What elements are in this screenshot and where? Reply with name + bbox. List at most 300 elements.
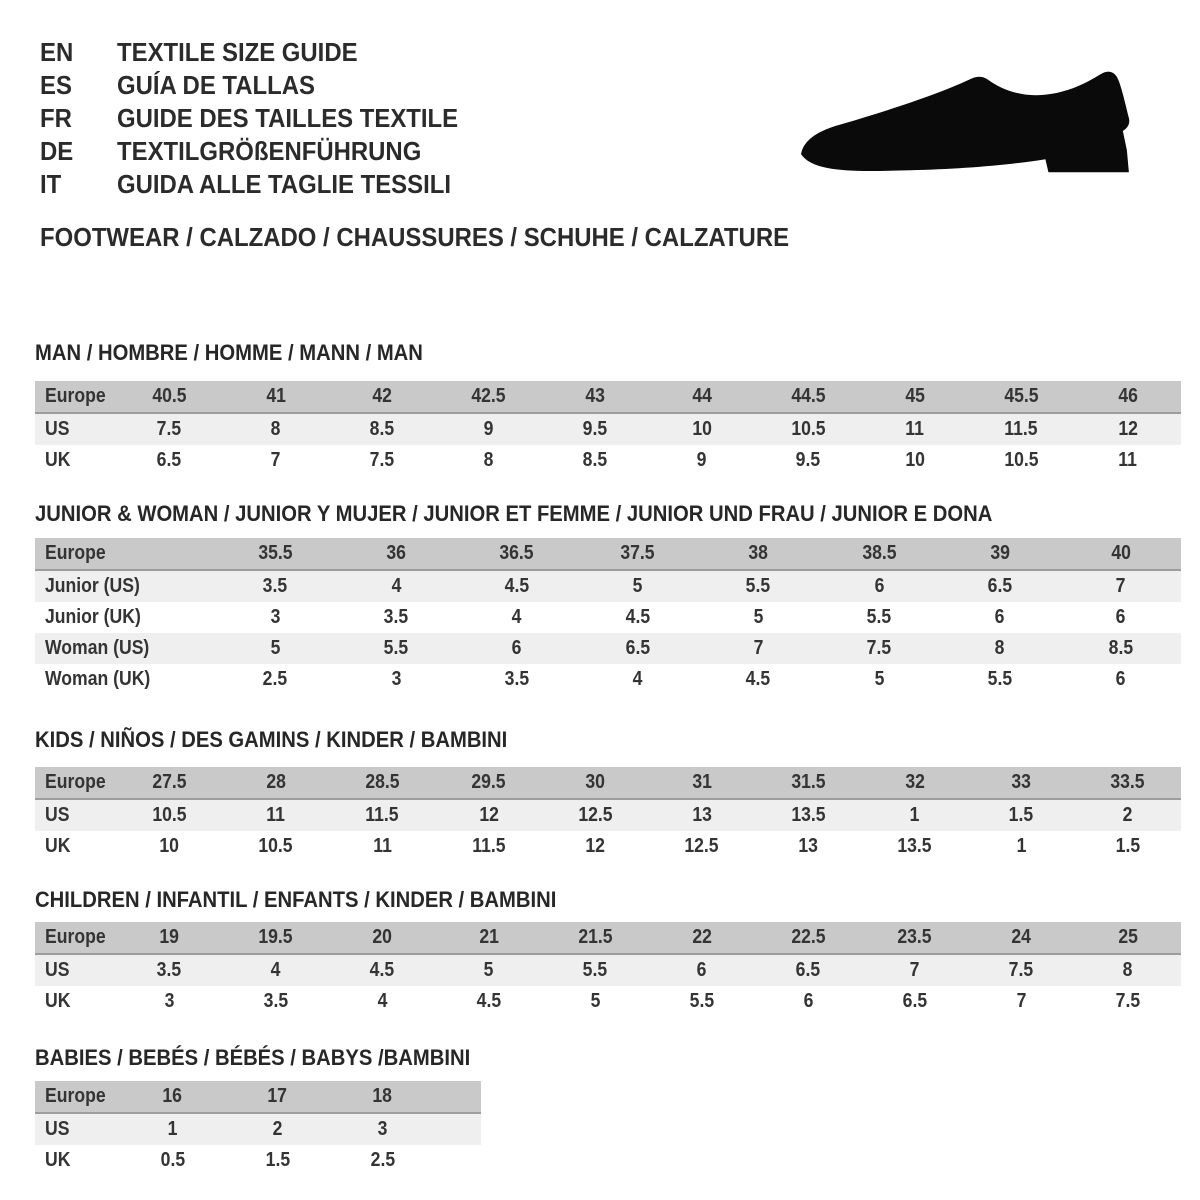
size-cell-text: 43: [585, 385, 606, 407]
size-cell: [968, 445, 1075, 476]
size-cell: [577, 570, 698, 602]
row-label: [35, 381, 116, 413]
kids-table: [35, 767, 1181, 862]
size-cell-text: 3: [377, 1118, 388, 1140]
size-cell: [116, 445, 223, 476]
size-cell: [968, 922, 1075, 954]
row-label-text: Junior (US): [45, 575, 140, 597]
lang-code-text: DE: [40, 136, 74, 166]
size-cell: [329, 986, 436, 1017]
size-cell-text: 42: [372, 385, 393, 407]
size-cell-text: 7: [753, 637, 764, 659]
size-cell: [649, 381, 756, 413]
lang-line-fr: [40, 104, 488, 132]
size-cell: [436, 381, 543, 413]
size-cell-text: 5: [874, 668, 885, 690]
row-label: [35, 538, 215, 570]
size-cell: [223, 381, 330, 413]
size-cell-text: 13.5: [897, 835, 932, 857]
size-cell-text: 8: [994, 637, 1005, 659]
lang-code: [40, 38, 117, 66]
size-cell: [225, 1081, 330, 1113]
size-cell: [330, 1113, 435, 1145]
size-cell-text: 13: [691, 804, 712, 826]
size-cell: [862, 381, 969, 413]
size-cell-text: 36: [386, 542, 406, 564]
size-cell: [542, 831, 649, 862]
size-cell: [116, 986, 223, 1017]
size-cell: [336, 538, 457, 570]
size-cell: [577, 538, 698, 570]
size-cell-text: 33: [1011, 771, 1032, 793]
size-cell: [1060, 602, 1181, 633]
size-cell-text: 19.5: [258, 926, 293, 948]
size-row: [35, 954, 1181, 986]
kids-size-table-container: [35, 767, 1181, 862]
lang-label: TEXTILGRÖßENFÜHRUNG: [117, 136, 422, 166]
row-label-text: UK: [45, 990, 71, 1012]
size-cell: [329, 381, 436, 413]
babies-size-table-container: [35, 1081, 508, 1176]
row-label: [35, 570, 215, 602]
size-cell: [215, 633, 336, 664]
size-cell: [457, 664, 578, 695]
lang-line-es: [40, 71, 332, 99]
size-cell-text: 6.5: [796, 959, 821, 981]
lang-code-text: EN: [40, 37, 74, 67]
size-cell-text: 21.5: [578, 926, 613, 948]
size-cell-text: 5: [590, 990, 601, 1012]
size-cell: [698, 602, 819, 633]
size-cell-text: 11.5: [1004, 418, 1038, 440]
size-cell: [329, 413, 436, 445]
size-cell: [755, 954, 862, 986]
size-cell: [698, 538, 819, 570]
size-cell-text: 10.5: [791, 418, 826, 440]
size-cell-text: 7.5: [1115, 990, 1140, 1012]
size-cell-text: 31.5: [791, 771, 826, 793]
size-cell-text: 1: [909, 804, 920, 826]
size-cell: [1060, 664, 1181, 695]
size-cell: [329, 767, 436, 799]
size-cell: [1075, 413, 1182, 445]
size-cell-text: 29.5: [471, 771, 506, 793]
size-cell: [329, 831, 436, 862]
junior-woman-table: [35, 538, 1181, 695]
size-cell: [1060, 633, 1181, 664]
size-cell: [862, 922, 969, 954]
row-label-text: US: [45, 418, 70, 440]
dress-shoe-icon: [798, 68, 1150, 189]
row-label-text: Europe: [45, 385, 106, 407]
size-cell-text: 22.5: [791, 926, 826, 948]
size-cell-text: 7.5: [157, 418, 182, 440]
size-cell-text: 6: [874, 575, 885, 597]
lang-label: GUIDE DES TAILLES TEXTILE: [117, 103, 459, 133]
row-label-text: US: [45, 959, 70, 981]
size-cell-text: 25: [1117, 926, 1138, 948]
size-cell-text: 18: [372, 1085, 393, 1107]
size-cell-text: 5.5: [746, 575, 771, 597]
size-cell: [819, 633, 940, 664]
size-cell: [542, 381, 649, 413]
row-label: [35, 831, 116, 862]
size-cell: [1060, 538, 1181, 570]
lang-code: [40, 137, 117, 165]
size-cell: [542, 445, 649, 476]
size-cell-text: 8.5: [583, 449, 608, 471]
size-cell-text: 10.5: [1004, 449, 1039, 471]
size-cell-text: 45.5: [1004, 385, 1039, 407]
row-label-text: Europe: [45, 926, 106, 948]
filler-cell: [435, 1081, 481, 1113]
size-cell: [1075, 954, 1182, 986]
size-cell-text: 21: [478, 926, 499, 948]
size-cell: [755, 799, 862, 831]
size-cell-text: 5.5: [689, 990, 714, 1012]
section-title: [35, 502, 1181, 525]
section-man: [35, 341, 1181, 476]
size-cell: [819, 602, 940, 633]
children-size-table-container: [35, 922, 1181, 1017]
size-cell-text: 38: [748, 542, 769, 564]
size-row: [35, 413, 1181, 445]
size-cell: [116, 954, 223, 986]
size-cell: [649, 413, 756, 445]
size-cell-text: 6: [1115, 606, 1126, 628]
row-label: [35, 602, 215, 633]
size-cell-text: 10: [691, 418, 712, 440]
size-cell-text: 9: [696, 449, 707, 471]
size-cell-text: 5: [753, 606, 764, 628]
size-cell: [968, 954, 1075, 986]
size-cell: [336, 602, 457, 633]
size-cell-text: 4: [270, 959, 281, 981]
size-cell: [1060, 570, 1181, 602]
size-cell: [215, 602, 336, 633]
size-cell: [225, 1145, 330, 1176]
size-cell-text: 45: [904, 385, 925, 407]
size-cell-text: 1.5: [1115, 835, 1140, 857]
size-cell-text: 4: [511, 606, 522, 628]
size-cell-text: 35.5: [258, 542, 293, 564]
size-cell-text: 4.5: [370, 959, 395, 981]
section-title: [35, 1046, 508, 1069]
size-cell: [968, 381, 1075, 413]
size-cell: [968, 799, 1075, 831]
size-cell-text: 11: [372, 835, 392, 857]
size-cell-text: 11.5: [365, 804, 399, 826]
row-label: [35, 1081, 120, 1113]
size-cell: [223, 986, 330, 1017]
size-cell-text: 42.5: [471, 385, 506, 407]
section-kids: [35, 728, 1181, 862]
size-cell-text: 6.5: [625, 637, 650, 659]
section-babies: [35, 1046, 508, 1176]
junior-woman-size-table-container: [35, 538, 1181, 695]
size-cell-text: 0.5: [160, 1149, 185, 1171]
size-cell-text: 28.5: [365, 771, 400, 793]
size-cell-text: 7: [909, 959, 920, 981]
size-cell: [755, 413, 862, 445]
size-cell-text: 4: [391, 575, 402, 597]
size-cell-text: 11: [905, 418, 925, 440]
europe-header-row: [35, 538, 1181, 570]
lang-code-text: IT: [40, 169, 62, 199]
size-cell: [542, 922, 649, 954]
size-cell: [862, 799, 969, 831]
size-cell: [436, 413, 543, 445]
row-label-text: Woman (US): [45, 637, 150, 659]
row-label-text: Europe: [45, 771, 106, 793]
size-cell: [436, 922, 543, 954]
size-cell-text: 4: [377, 990, 388, 1012]
size-cell-text: 12: [585, 835, 606, 857]
size-cell-text: 8: [270, 418, 281, 440]
size-cell-text: 10: [904, 449, 925, 471]
size-cell-text: 44.5: [791, 385, 826, 407]
children-table: [35, 922, 1181, 1017]
size-cell-text: 2: [1122, 804, 1133, 826]
size-cell: [755, 831, 862, 862]
size-cell-text: 6.5: [157, 449, 182, 471]
size-cell-text: 4: [632, 668, 643, 690]
size-cell-text: 9.5: [583, 418, 608, 440]
size-cell-text: 10: [159, 835, 180, 857]
size-cell: [1075, 767, 1182, 799]
europe-header-row: [35, 1081, 481, 1113]
babies-table: [35, 1081, 481, 1176]
row-label: [35, 954, 116, 986]
size-cell: [457, 633, 578, 664]
size-cell-text: 7: [270, 449, 281, 471]
size-cell-text: 9.5: [796, 449, 821, 471]
size-cell: [223, 445, 330, 476]
lang-code: [40, 170, 117, 198]
lang-code: [40, 104, 117, 132]
size-cell-text: 3.5: [383, 606, 409, 628]
size-cell: [577, 633, 698, 664]
size-cell-text: 41: [265, 385, 286, 407]
size-cell: [755, 381, 862, 413]
size-cell: [336, 633, 457, 664]
size-cell: [436, 799, 543, 831]
row-label: [35, 1145, 120, 1176]
size-cell: [577, 602, 698, 633]
size-cell: [436, 445, 543, 476]
size-cell: [940, 538, 1061, 570]
section-children: [35, 888, 1181, 1017]
size-cell: [223, 922, 330, 954]
size-cell: [968, 767, 1075, 799]
size-cell-text: 5: [270, 637, 281, 659]
size-cell-text: 4.5: [504, 575, 530, 597]
size-cell-text: 36.5: [499, 542, 535, 564]
size-cell: [968, 413, 1075, 445]
size-cell-text: 6: [1115, 668, 1126, 690]
section-title-text: BABIES / BEBÉS / BÉBÉS / BABYS /BAMBINI: [35, 1045, 471, 1070]
size-cell-text: 1: [1016, 835, 1027, 857]
section-title: [35, 888, 1181, 911]
row-label-text: UK: [45, 835, 71, 857]
size-cell-text: 8.5: [370, 418, 395, 440]
size-cell-text: 16: [162, 1085, 183, 1107]
size-cell-text: 27.5: [152, 771, 187, 793]
row-label: [35, 986, 116, 1017]
size-cell: [755, 922, 862, 954]
size-cell: [457, 538, 578, 570]
section-title-text: MAN / HOMBRE / HOMME / MANN / MAN: [35, 340, 423, 365]
size-cell-text: 39: [990, 542, 1010, 564]
size-cell-text: 46: [1117, 385, 1138, 407]
size-cell-text: 1.5: [1009, 804, 1034, 826]
size-cell: [215, 664, 336, 695]
size-cell-text: 12.5: [684, 835, 719, 857]
size-row: [35, 831, 1181, 862]
row-label-text: UK: [45, 449, 71, 471]
row-label: [35, 633, 215, 664]
size-cell-text: 44: [691, 385, 712, 407]
size-cell-text: 40.5: [152, 385, 187, 407]
size-cell-text: 5.5: [866, 606, 892, 628]
size-cell-text: 1: [167, 1118, 178, 1140]
section-title-text: CHILDREN / INFANTIL / ENFANTS / KINDER / BAMBINI: [35, 887, 557, 912]
size-cell-text: 2.5: [263, 668, 288, 690]
size-cell-text: 12: [478, 804, 499, 826]
section-title-text: KIDS / NIÑOS / DES GAMINS / KINDER / BAMBINI: [35, 727, 508, 752]
size-cell: [223, 413, 330, 445]
row-label-text: Europe: [45, 1085, 106, 1107]
size-cell: [1075, 799, 1182, 831]
size-cell: [116, 381, 223, 413]
size-cell: [698, 664, 819, 695]
size-cell: [120, 1113, 225, 1145]
size-cell-text: 10.5: [152, 804, 187, 826]
category-line: [40, 222, 854, 252]
lang-label: GUIDA ALLE TAGLIE TESSILI: [117, 169, 452, 199]
size-cell-text: 3.5: [263, 990, 288, 1012]
size-cell: [457, 570, 578, 602]
size-cell-text: 37.5: [620, 542, 655, 564]
lang-label: GUÍA DE TALLAS: [117, 70, 316, 100]
size-cell: [698, 570, 819, 602]
size-row: [35, 570, 1181, 602]
size-row: [35, 445, 1181, 476]
lang-label: TEXTILE SIZE GUIDE: [117, 37, 358, 67]
size-cell: [223, 831, 330, 862]
size-cell: [862, 954, 969, 986]
size-cell: [436, 767, 543, 799]
size-cell: [116, 831, 223, 862]
size-cell: [819, 570, 940, 602]
size-cell-text: 5.5: [987, 668, 1013, 690]
size-cell: [649, 445, 756, 476]
size-cell: [116, 413, 223, 445]
size-cell: [225, 1113, 330, 1145]
size-cell-text: 20: [372, 926, 393, 948]
size-cell: [542, 413, 649, 445]
size-cell: [329, 799, 436, 831]
size-cell: [649, 922, 756, 954]
size-cell-text: 7: [1115, 575, 1126, 597]
size-cell: [329, 445, 436, 476]
size-cell-text: 23.5: [897, 926, 932, 948]
lang-code: [40, 71, 117, 99]
size-cell: [215, 538, 336, 570]
size-cell-text: 5: [632, 575, 643, 597]
size-cell-text: 13: [798, 835, 819, 857]
section-title: [35, 728, 1181, 751]
size-cell: [542, 799, 649, 831]
size-cell: [819, 664, 940, 695]
size-cell-text: 11: [266, 804, 286, 826]
row-label-text: US: [45, 1118, 70, 1140]
size-cell: [968, 986, 1075, 1017]
size-cell: [577, 664, 698, 695]
size-cell: [542, 954, 649, 986]
size-cell: [940, 602, 1061, 633]
size-cell: [862, 445, 969, 476]
size-cell: [862, 831, 969, 862]
size-cell-text: 2.5: [370, 1149, 395, 1171]
size-cell: [649, 767, 756, 799]
size-cell: [649, 831, 756, 862]
size-row: [35, 1145, 481, 1176]
lang-line-it: [40, 170, 480, 198]
category-line-text: FOOTWEAR / CALZADO / CHAUSSURES / SCHUHE / CALZATURE: [40, 222, 790, 252]
size-cell: [330, 1081, 435, 1113]
size-row: [35, 799, 1181, 831]
row-label-text: Woman (UK): [45, 668, 151, 690]
row-label: [35, 664, 215, 695]
lang-code-text: FR: [40, 103, 72, 133]
size-cell: [1075, 986, 1182, 1017]
size-cell: [1075, 922, 1182, 954]
filler-cell: [435, 1113, 481, 1145]
lang-line-de: [40, 137, 448, 165]
size-cell-text: 12.5: [578, 804, 613, 826]
europe-header-row: [35, 767, 1181, 799]
size-cell-text: 8: [1122, 959, 1133, 981]
size-cell: [436, 986, 543, 1017]
size-cell-text: 6.5: [987, 575, 1013, 597]
europe-header-row: [35, 381, 1181, 413]
size-row: [35, 664, 1181, 695]
size-cell: [116, 799, 223, 831]
size-cell-text: 6: [696, 959, 707, 981]
size-cell-text: 6: [994, 606, 1005, 628]
size-cell: [649, 799, 756, 831]
size-cell: [940, 633, 1061, 664]
size-cell-text: 1.5: [265, 1149, 290, 1171]
size-cell: [330, 1145, 435, 1176]
size-cell: [698, 633, 819, 664]
europe-header-row: [35, 922, 1181, 954]
man-table: [35, 381, 1181, 476]
size-cell-text: 11: [1118, 449, 1138, 471]
size-cell: [336, 570, 457, 602]
size-cell-text: 6: [511, 637, 522, 659]
size-cell-text: 7.5: [370, 449, 395, 471]
size-cell: [649, 986, 756, 1017]
size-cell: [223, 799, 330, 831]
size-cell-text: 8.5: [1108, 637, 1133, 659]
size-cell-text: 7: [1016, 990, 1027, 1012]
size-cell: [1075, 445, 1182, 476]
size-cell: [329, 954, 436, 986]
size-cell: [862, 413, 969, 445]
size-cell: [329, 922, 436, 954]
